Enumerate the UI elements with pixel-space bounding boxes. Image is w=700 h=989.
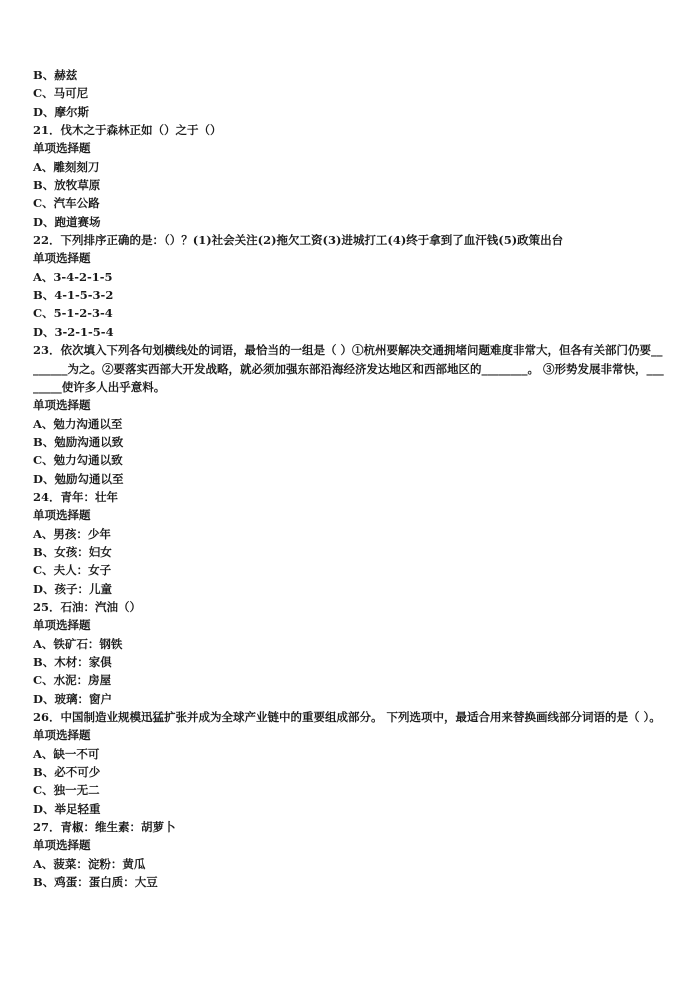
- option-b: B、必不可少: [33, 765, 101, 780]
- option-a: A、缺一不可: [33, 746, 100, 761]
- option-b: B、女孩：妇女: [33, 544, 112, 559]
- option-a: A、男孩：少年: [33, 526, 111, 541]
- question-type-label: 单项选择题: [33, 141, 91, 156]
- question-type-label: 单项选择题: [33, 728, 91, 743]
- question-27: 27．青椒：维生素：胡萝卜: [33, 820, 176, 835]
- option-b: B、赫兹: [33, 68, 78, 82]
- option-d: D、跑道赛场: [33, 214, 101, 229]
- option-c: C、独一无二: [33, 783, 100, 798]
- option-b: B、勉励沟通以致: [33, 434, 124, 449]
- option-c: C、马可尼: [33, 86, 89, 101]
- question-22: 22．下列排序正确的是：（）？(1)社会关注(2)拖欠工资(3)进城打工(4)终于拿到了血汗钱(5)政策出台: [33, 233, 564, 248]
- option-b: B、4-1-5-3-2: [33, 288, 114, 303]
- option-d: D、3-2-1-5-4: [33, 324, 114, 339]
- question-24: 24．青年：壮年: [33, 489, 119, 504]
- option-a: A、3-4-2-1-5: [33, 269, 113, 284]
- question-type-label: 单项选择题: [33, 251, 91, 266]
- question-type-label: 单项选择题: [33, 838, 91, 853]
- option-c: C、汽车公路: [33, 196, 100, 211]
- option-d: D、摩尔斯: [33, 104, 89, 119]
- option-c: C、夫人：女子: [33, 563, 112, 578]
- question-type-label: 单项选择题: [33, 618, 91, 633]
- option-a: A、雕刻刻刀: [33, 159, 100, 174]
- question-25: 25．石油：汽油（）: [33, 599, 142, 614]
- question-26: 26．中国制造业规模迅猛扩张并成为全球产业链中的重要组成部分。 下列选项中，最适合用来替换画线部分词语的是（ ）。: [33, 710, 661, 725]
- option-a: A、铁矿石：钢铁: [33, 636, 123, 651]
- option-a: A、勉力沟通以至: [33, 416, 123, 431]
- question-type-label: 单项选择题: [33, 508, 91, 523]
- option-b: B、木材：家俱: [33, 655, 112, 669]
- question-23: 23．依次填入下列各句划横线处的词语，最恰当的一组是（ ）①杭州要解决交通拥堵问题难度非常大，但各有关部门仍要________为之。②要落实西部大开发战略，就必须加强东部沿海经济发达地区和西部地区的________。 ③形势发展非常快，________使许多人出乎意料。: [33, 343, 664, 394]
- option-d: D、举足轻重: [33, 801, 101, 816]
- option-b: B、鸡蛋：蛋白质：大豆: [33, 875, 158, 890]
- option-d: D、勉励勾通以至: [33, 471, 124, 486]
- option-b: B、放牧草原: [33, 178, 101, 193]
- option-a: A、菠菜：淀粉：黄瓜: [33, 856, 146, 871]
- option-d: D、玻璃：窗户: [33, 691, 112, 706]
- question-type-label: 单项选择题: [33, 398, 91, 413]
- option-c: C、水泥：房屋: [33, 673, 112, 688]
- option-c: C、5-1-2-3-4: [33, 306, 113, 321]
- option-c: C、勉力勾通以致: [33, 453, 123, 468]
- option-d: D、孩子：儿童: [33, 581, 112, 596]
- document-page: [33, 66, 668, 891]
- question-21: 21．伐木之于森林正如（）之于（）: [33, 123, 222, 138]
